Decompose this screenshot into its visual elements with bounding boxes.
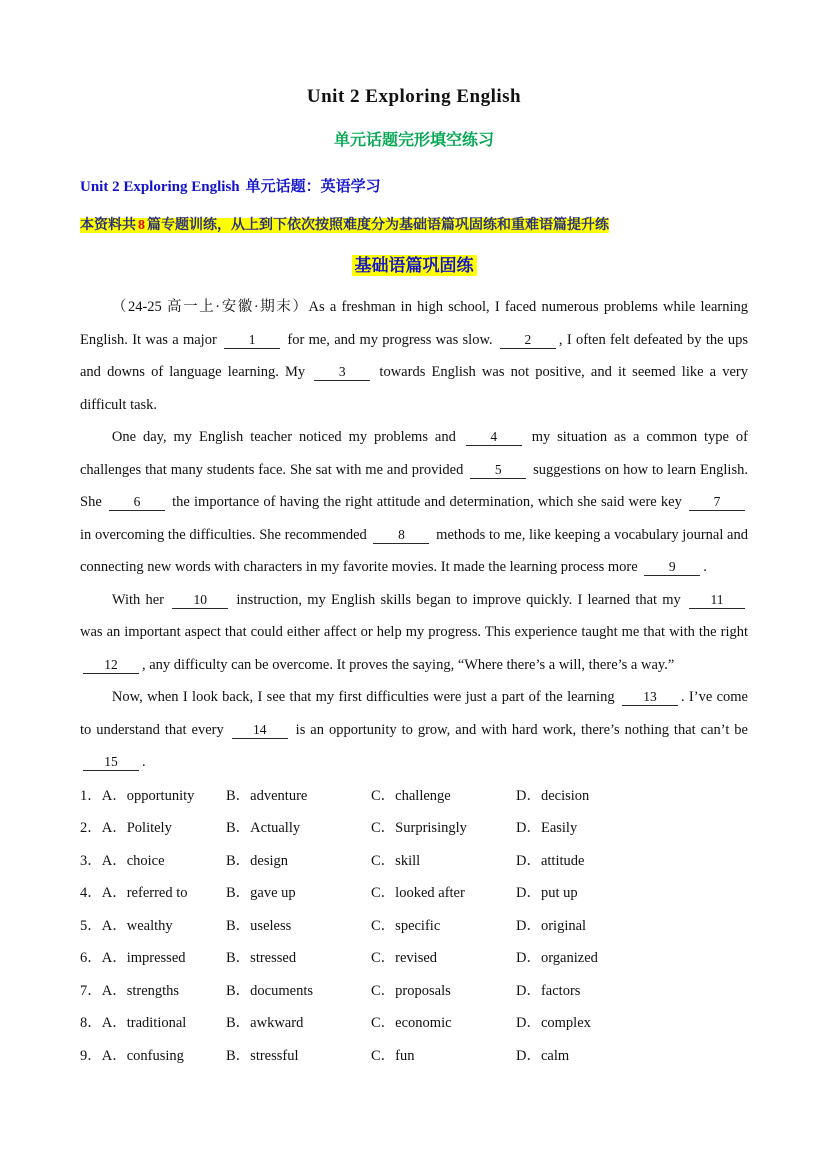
option-3-c: C．skill bbox=[371, 852, 421, 869]
option-1-c: C．challenge bbox=[371, 787, 451, 804]
options-list bbox=[80, 780, 748, 1073]
material-notice bbox=[80, 215, 748, 238]
option-4-a: 4．A．referred to bbox=[80, 885, 188, 902]
notice-text-pre: 本资料共 bbox=[80, 217, 136, 233]
passage-text: . bbox=[142, 754, 146, 771]
option-5-c: C．specific bbox=[371, 917, 441, 934]
cloze-blank-13: 13 bbox=[622, 689, 678, 706]
option-8-b: B．awkward bbox=[226, 1015, 304, 1032]
option-row-4 bbox=[80, 877, 748, 910]
option-row-1 bbox=[80, 780, 748, 813]
passage-text: . I’ve come to understand that every bbox=[80, 689, 748, 738]
passage-text: Now, when I look back, I see that my first difficulties were just a part of the learning bbox=[111, 689, 619, 706]
passage-paragraph bbox=[80, 421, 748, 584]
passage-text: One day, my English teacher noticed my problems and bbox=[111, 429, 463, 446]
cloze-passage bbox=[80, 291, 748, 779]
option-9-b: B．stressful bbox=[226, 1047, 299, 1064]
option-8-d: D．complex bbox=[516, 1015, 591, 1032]
option-3-d: D．attitude bbox=[516, 852, 585, 869]
cloze-blank-3: 3 bbox=[314, 364, 370, 381]
option-row-7 bbox=[80, 975, 748, 1008]
passage-paragraph bbox=[80, 291, 748, 421]
unit-topic-english: Unit 2 Exploring English bbox=[80, 178, 240, 195]
option-row-6 bbox=[80, 942, 748, 975]
cloze-blank-6: 6 bbox=[109, 494, 165, 511]
passage-text: , I often felt defeated by the ups and downs of language learning. My bbox=[80, 331, 748, 381]
option-row-9 bbox=[80, 1040, 748, 1073]
document-title: Unit 2 Exploring English bbox=[306, 86, 522, 107]
option-row-5 bbox=[80, 910, 748, 943]
cloze-blank-2: 2 bbox=[500, 332, 556, 349]
cloze-blank-10: 10 bbox=[172, 592, 228, 609]
document-subtitle: 单元话题完形填空练习 bbox=[333, 131, 494, 149]
cloze-blank-8: 8 bbox=[373, 527, 429, 544]
option-2-b: B．Actually bbox=[226, 820, 301, 837]
option-7-a: 7．A．strengths bbox=[80, 982, 180, 999]
option-row-8 bbox=[80, 1007, 748, 1040]
passage-text: the importance of having the right attitude and determination, which she said were key bbox=[167, 494, 687, 511]
option-row-2 bbox=[80, 812, 748, 845]
option-9-d: D．calm bbox=[516, 1047, 570, 1064]
option-7-b: B．documents bbox=[226, 982, 313, 999]
cloze-blank-15: 15 bbox=[83, 754, 139, 771]
passage-text: （24-25 高一上·安徽·期末）As a freshman in high school, I faced numerous problems while learning English. It was a major bbox=[80, 299, 748, 348]
cloze-blank-12: 12 bbox=[83, 657, 139, 674]
passage-text: suggestions on how to learn English. She bbox=[80, 461, 748, 511]
material-notice-highlight bbox=[80, 218, 609, 233]
unit-topic-line bbox=[80, 177, 748, 198]
option-2-d: D．Easily bbox=[516, 820, 578, 837]
cloze-blank-5: 5 bbox=[470, 462, 526, 479]
option-3-a: 3．A．choice bbox=[80, 852, 165, 869]
option-5-a: 5．A．wealthy bbox=[80, 917, 173, 934]
option-6-b: B．stressed bbox=[226, 950, 297, 967]
option-7-d: D．factors bbox=[516, 982, 581, 999]
passage-paragraph bbox=[80, 584, 748, 682]
option-4-b: B．gave up bbox=[226, 885, 296, 902]
section-heading-wrap bbox=[80, 251, 748, 276]
option-6-d: D．organized bbox=[516, 950, 598, 967]
option-8-c: C．economic bbox=[371, 1015, 452, 1032]
unit-topic-chinese: 单元话题：英语学习 bbox=[245, 178, 381, 195]
cloze-blank-9: 9 bbox=[644, 559, 700, 576]
option-5-b: B．useless bbox=[226, 917, 292, 934]
option-1-a: 1．A．opportunity bbox=[80, 787, 195, 804]
cloze-blank-4: 4 bbox=[466, 429, 522, 446]
option-2-a: 2．A．Politely bbox=[80, 820, 172, 837]
option-9-c: C．fun bbox=[371, 1047, 415, 1064]
option-7-c: C．proposals bbox=[371, 982, 451, 999]
cloze-blank-1: 1 bbox=[224, 332, 280, 349]
passage-paragraph bbox=[80, 681, 748, 779]
option-row-3 bbox=[80, 845, 748, 878]
option-4-c: C．looked after bbox=[371, 885, 465, 902]
passage-text: for me, and my progress was slow. bbox=[283, 331, 497, 348]
notice-text-post: 篇专题训练，从上到下依次按照难度分为基础语篇巩固练和重难语篇提升练 bbox=[147, 217, 609, 233]
cloze-blank-7: 7 bbox=[689, 494, 745, 511]
passage-text: , any difficulty can be overcome. It proves the saying, “Where there’s a will, there’s a way.” bbox=[142, 656, 675, 673]
option-8-a: 8．A．traditional bbox=[80, 1015, 187, 1032]
passage-text: was an important aspect that could either affect or help my progress. This experience taught me that with the right bbox=[80, 624, 748, 641]
option-3-b: B．design bbox=[226, 852, 289, 869]
passage-text: towards English was not positive, and it seemed like a very difficult task. bbox=[80, 364, 748, 413]
passage-text: instruction, my English skills began to improve quickly. I learned that my bbox=[231, 591, 686, 608]
option-4-d: D．put up bbox=[516, 885, 578, 902]
option-6-a: 6．A．impressed bbox=[80, 950, 186, 967]
option-2-c: C．Surprisingly bbox=[371, 820, 467, 837]
passage-text: my situation as a common type of challenges that many students face. She sat with me and provided bbox=[80, 429, 748, 478]
passage-text: in overcoming the difficulties. She recommended bbox=[80, 526, 371, 543]
option-6-c: C．revised bbox=[371, 950, 438, 967]
passage-text: With her bbox=[111, 591, 170, 608]
cloze-blank-11: 11 bbox=[689, 592, 745, 609]
option-1-b: B．adventure bbox=[226, 787, 308, 804]
option-1-d: D．decision bbox=[516, 787, 590, 804]
passage-text: is an opportunity to grow, and with hard work, there’s nothing that can’t be bbox=[290, 721, 748, 738]
passage-text: methods to me, like keeping a vocabulary journal and connecting new words with characters in my favorite movies. It made the learning process more bbox=[80, 526, 748, 576]
notice-count: 8 bbox=[138, 217, 145, 233]
option-9-a: 9．A．confusing bbox=[80, 1047, 184, 1064]
option-5-d: D．original bbox=[516, 917, 587, 934]
section-heading: 基础语篇巩固练 bbox=[352, 255, 477, 276]
cloze-blank-14: 14 bbox=[232, 722, 288, 739]
passage-text: . bbox=[703, 559, 707, 576]
